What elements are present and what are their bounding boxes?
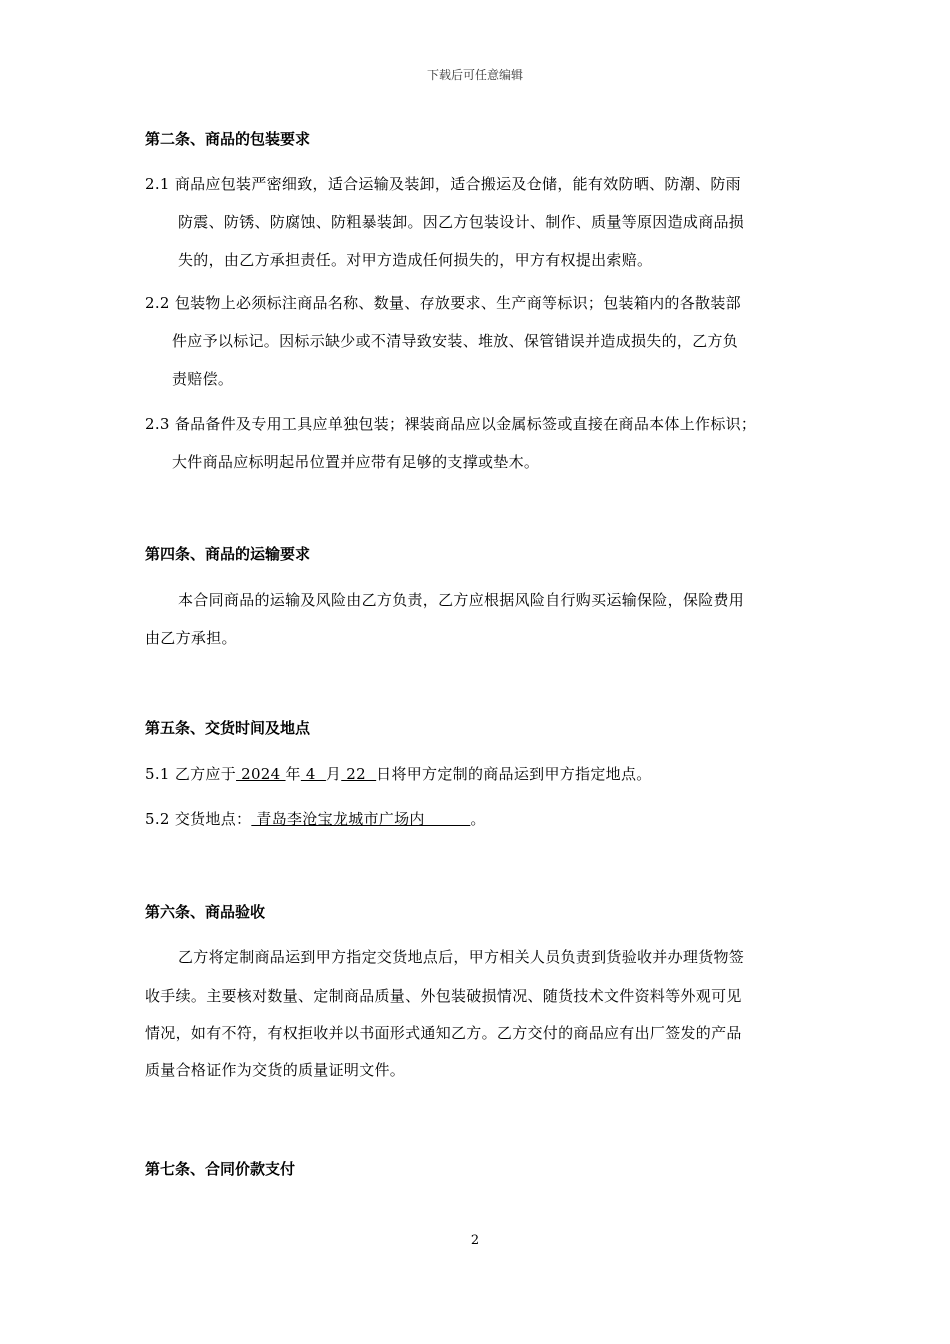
article-6-line-3: 情况，如有不符，有权拒收并以书面形式通知乙方。乙方交付的商品应有出厂签发的产品 (145, 1024, 742, 1042)
article-2-2-line-2: 件应予以标记。因标示缺少或不清导致安装、堆放、保管错误并造成损失的，乙方负 (172, 332, 739, 350)
article-4-title: 第四条、商品的运输要求 (145, 545, 311, 563)
delivery-place: 青岛李沧宝龙城市广场内 (251, 810, 471, 828)
article-7-title: 第七条、合同价款支付 (145, 1160, 296, 1178)
article-2-3-line-2: 大件商品应标明起吊位置并应带有足够的支撑或垫木。 (172, 453, 540, 471)
article-2-2-line-3: 责赔偿。 (172, 370, 234, 388)
article-5-1-line (145, 763, 652, 784)
article-6-line-1: 乙方将定制商品运到甲方指定交货地点后，甲方相关人员负责到货验收并办理货物签 (178, 948, 745, 966)
article-4-line-1: 本合同商品的运输及风险由乙方负责，乙方应根据风险自行购买运输保险，保险费用 (178, 591, 745, 609)
article-6-line-2: 收手续。主要核对数量、定制商品质量、外包装破损情况、随货技术文件资料等外观可见 (145, 987, 742, 1005)
article-2-1-line-2: 防震、防锈、防腐蚀、防粗暴装卸。因乙方包装设计、制作、质量等原因造成商品损 (178, 213, 745, 231)
delivery-time-suffix: 日将甲方定制的商品运到甲方指定地点。 (376, 765, 652, 783)
month-unit: 月 (325, 765, 342, 783)
article-2-1-line-1: 2.1 商品应包装严密细致，适合运输及装卸，适合搬运及仓储，能有效防晒、防潮、防雨 (145, 175, 741, 193)
article-2-title: 第二条、商品的包装要求 (145, 130, 311, 148)
article-6-line-4: 质量合格证作为交货的质量证明文件。 (145, 1061, 406, 1079)
article-6-title: 第六条、商品验收 (145, 903, 266, 921)
page-header: 下载后可任意编辑 (426, 68, 523, 82)
article-2-3-line-1: 2.3 备品备件及专用工具应单独包装；裸装商品应以金属标签或直接在商品本体上作标识； (145, 415, 757, 433)
delivery-place-suffix: 。 (470, 810, 486, 828)
year-unit: 年 (285, 765, 301, 783)
delivery-year: 2024 (236, 765, 286, 783)
delivery-place-prefix: 5.2 交货地点： (145, 810, 252, 828)
article-5-title: 第五条、交货时间及地点 (145, 719, 311, 737)
delivery-time-prefix: 5.1 乙方应于 (145, 765, 237, 783)
article-2-1-line-3: 失的，由乙方承担责任。对甲方造成任何损失的，甲方有权提出索赔。 (178, 251, 653, 269)
delivery-day: 22 (341, 765, 377, 783)
article-2-2-line-1: 2.2 包装物上必须标注商品名称、数量、存放要求、生产商等标识；包装箱内的各散装部 (145, 294, 741, 312)
page-number: 2 (470, 1233, 480, 1248)
article-4-line-2: 由乙方承担。 (145, 629, 237, 647)
article-5-2-line (145, 808, 486, 829)
delivery-month: 4 (300, 765, 326, 783)
